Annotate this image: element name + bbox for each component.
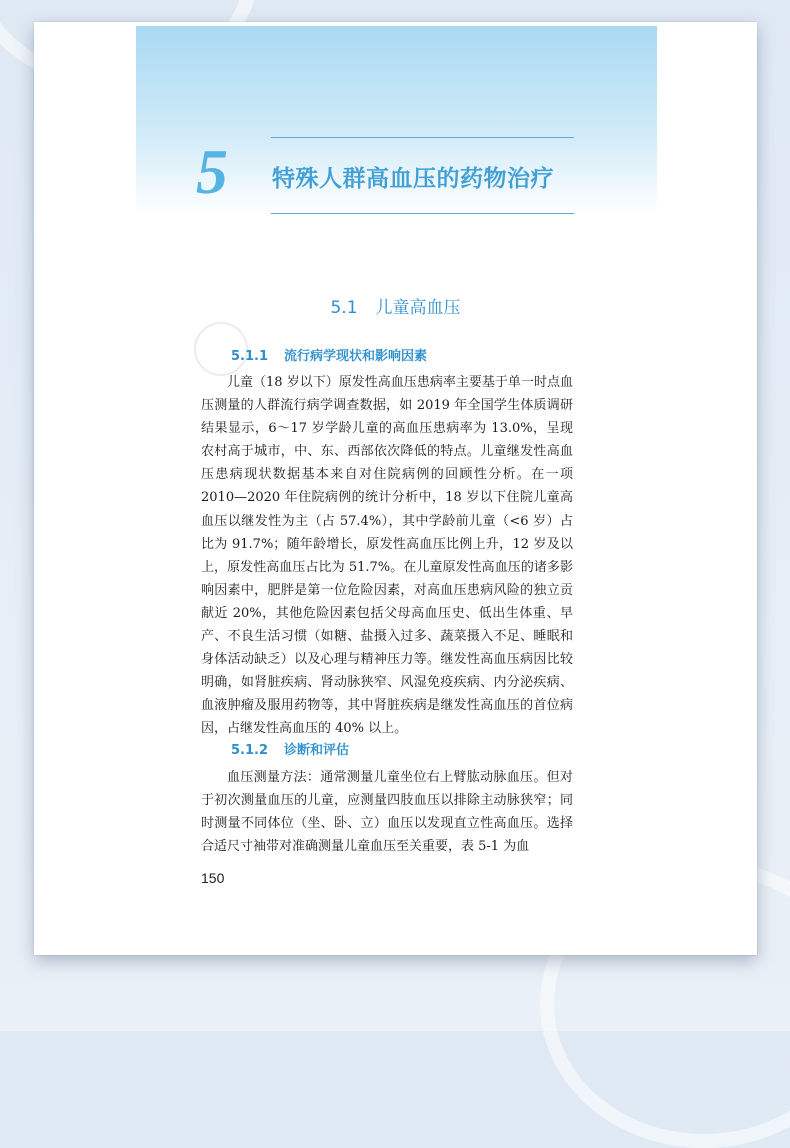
page-number: 150 xyxy=(201,870,225,886)
body-paragraph: 血压测量方法：通常测量儿童坐位右上臂肱动脉血压。但对于初次测量血压的儿童，应测量四肢血压以排除主动脉狭窄；同时测量不同体位（坐、卧、立）血压以发现直立性高血压。选择合适尺寸袖带对准确测量儿童血压至关重要，表 5-1 为血 xyxy=(201,770,573,855)
subsection-title: 诊断和评估 xyxy=(284,743,350,758)
body-paragraph: 儿童（18 岁以下）原发性高血压患病率主要基于单一时点血压测量的人群流行病学调查数据，如 2019 年全国学生体质调研结果显示，6～17 岁学龄儿童的高血压患病率为 13.0%，呈现农村高于城市，中、东、西部依次降低的特点。儿童继发性高血压患病现状数据基本来自对住院病例的回顾性分析。在一项 2010—2020 年住院病例的统计分析中，18 岁以下住院儿童高血压以继发性为主（占 57.4%），其中学龄前儿童（<6 岁）占比为 91.7%；随年龄增长，原发性高血压比例上升，12 岁及以上，原发性高血压占比为 51.7%。在儿童原发性高血压的诸多影响因素中，肥胖是第一位危险因素，对高血压患病风险的独立贡献近 20%，其他危险因素包括父母高血压史、低出生体重、早产、不良生活习惯（如糖、盐摄入过多、蔬菜摄入不足、睡眠和身体活动缺乏）以及心理与精神压力等。继发性高血压病因比较明确，如肾脏疾病、肾动脉狭窄、风湿免疫疾病、内分泌疾病、血液肿瘤及服用药物等，其中肾脏疾病是继发性高血压的首位病因，占继发性高血压的 40% 以上。 xyxy=(201,375,573,737)
chapter-number: 5 xyxy=(196,136,228,207)
subsection-heading xyxy=(231,345,427,364)
chapter-rule-top xyxy=(271,137,574,138)
subsection-number: 5.1.1 xyxy=(231,349,269,364)
section-number: 5.1 xyxy=(330,298,358,318)
chapter-rule-bottom xyxy=(271,213,574,214)
subsection-heading xyxy=(231,739,349,758)
section-heading xyxy=(34,293,757,318)
book-page xyxy=(34,22,757,955)
chapter-title: 特殊人群高血压的药物治疗 xyxy=(272,166,554,192)
subsection-title: 流行病学现状和影响因素 xyxy=(284,349,428,364)
subsection-number: 5.1.2 xyxy=(231,743,269,758)
section-title: 儿童高血压 xyxy=(375,298,461,318)
